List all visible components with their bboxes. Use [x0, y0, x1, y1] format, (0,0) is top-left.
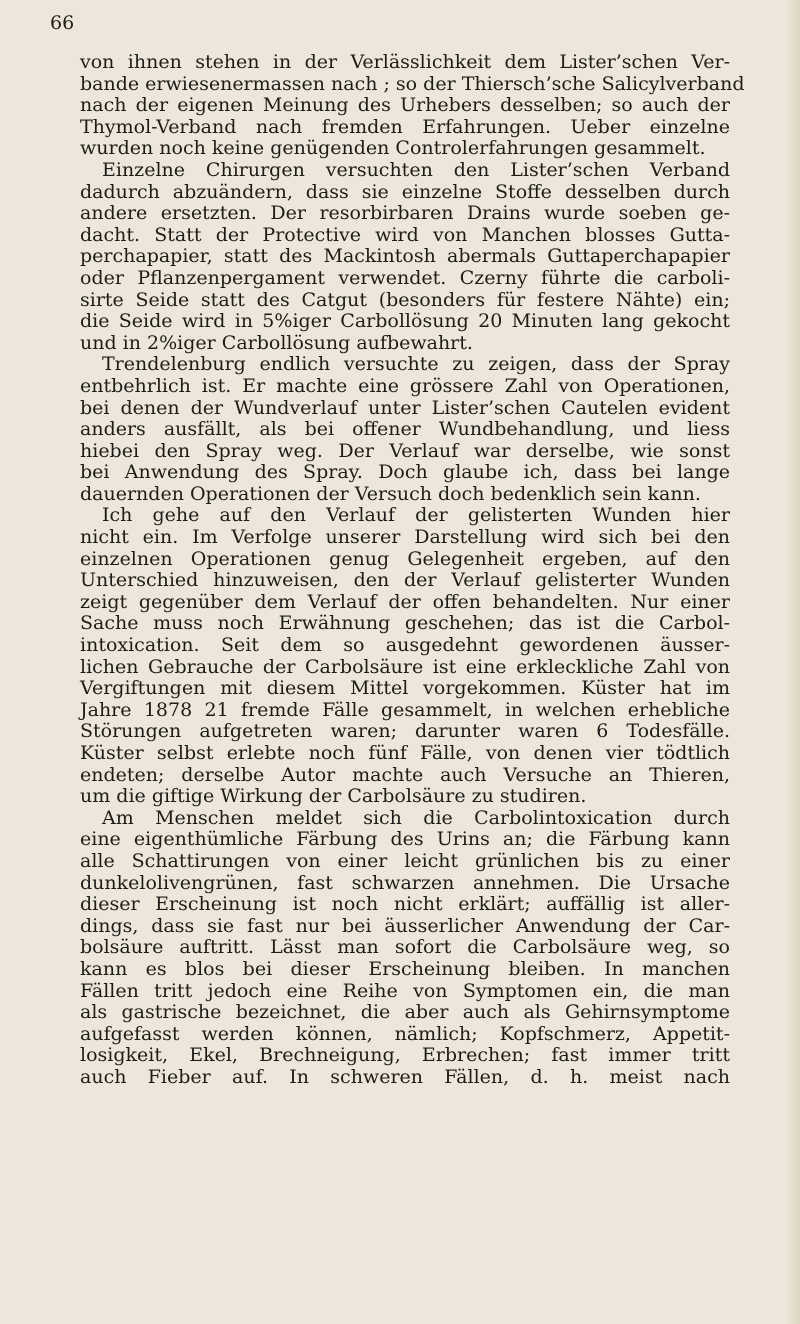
- text-line: bolsäure auftritt. Lässt man sofort die Carbolsäure weg, so: [80, 936, 730, 959]
- text-line: lichen Gebrauche der Carbolsäure ist eine erkleckliche Zahl von: [80, 655, 730, 678]
- text-line: Trendelenburg endlich versuchte zu zeigen, dass der Spray: [102, 353, 730, 376]
- text-line: Störungen aufgetreten waren; darunter waren 6 Todesfälle.: [80, 720, 730, 743]
- text-line: perchapapier, statt des Mackintosh abermals Guttaperchapapier: [80, 245, 730, 268]
- text-line: wurden noch keine genügenden Controlerfahrungen gesammelt.: [80, 137, 706, 160]
- text-line: dieser Erscheinung ist noch nicht erklärt; auffällig ist aller-: [80, 893, 730, 916]
- text-line: zeigt gegenüber dem Verlauf der offen behandelten. Nur einer: [80, 590, 730, 613]
- text-line: dauernden Operationen der Versuch doch bedenklich sein kann.: [80, 482, 701, 505]
- text-line: Fällen tritt jedoch eine Reihe von Symptomen ein, die man: [80, 979, 730, 1002]
- text-line: Sache muss noch Erwähnung geschehen; das ist die Carbol-: [80, 612, 730, 635]
- text-line: intoxication. Seit dem so ausgedehnt gewordenen äusser-: [80, 634, 730, 657]
- text-line: alle Schattirungen von einer leicht grünlichen bis zu einer: [80, 849, 730, 872]
- text-line: um die giftige Wirkung der Carbolsäure zu studiren.: [80, 785, 587, 808]
- text-line: Am Menschen meldet sich die Carbolintoxication durch: [102, 806, 730, 829]
- text-line: Unterschied hinzuweisen, den der Verlauf gelisterter Wunden: [80, 569, 730, 592]
- text-line: Ich gehe auf den Verlauf der gelisterten Wunden hier: [102, 504, 730, 527]
- page-number: 66: [50, 12, 75, 34]
- text-line: hiebei den Spray weg. Der Verlauf war derselbe, wie sonst: [80, 439, 730, 462]
- text-line: losigkeit, Ekel, Brechneigung, Erbrechen; fast immer tritt: [80, 1044, 730, 1067]
- text-line: bande erwiesenermassen nach ; so der Thiersch’sche Salicylverband: [80, 72, 745, 95]
- text-line: einzelnen Operationen genug Gelegenheit ergeben, auf den: [80, 547, 730, 570]
- text-line: von ihnen stehen in der Verlässlichkeit dem Lister’schen Ver-: [80, 51, 730, 73]
- text-line: aufgefasst werden können, nämlich; Kopfschmerz, Appetit-: [80, 1022, 730, 1045]
- text-line: dings, dass sie fast nur bei äusserlicher Anwendung der Car-: [80, 914, 730, 937]
- text-line: und in 2%iger Carbollösung aufbewahrt.: [80, 331, 473, 354]
- text-line: Thymol-Verband nach fremden Erfahrungen. Ueber einzelne: [80, 115, 730, 138]
- text-line: nach der eigenen Meinung des Urhebers desselben; so auch der: [80, 94, 730, 117]
- text-line: dunkelolivengrünen, fast schwarzen annehmen. Die Ursache: [80, 871, 730, 894]
- text-line: entbehrlich ist. Er machte eine grössere Zahl von Operationen,: [80, 374, 730, 397]
- text-line: dacht. Statt der Protective wird von Manchen blosses Gutta-: [80, 223, 730, 246]
- text-line: bei denen der Wundverlauf unter Lister’schen Cautelen evident: [80, 396, 730, 419]
- text-line: als gastrische bezeichnet, die aber auch als Gehirnsymptome: [80, 1001, 730, 1024]
- text-line: eine eigenthümliche Färbung des Urins an; die Färbung kann: [80, 828, 730, 851]
- page-edge-shadow: [786, 0, 800, 1324]
- text-line: kann es blos bei dieser Erscheinung bleiben. In manchen: [80, 957, 730, 980]
- text-line: anders ausfällt, als bei offener Wundbehandlung, und liess: [80, 418, 730, 441]
- text-line: Küster selbst erlebte noch fünf Fälle, von denen vier tödtlich: [80, 742, 730, 764]
- text-line: dadurch abzuändern, dass sie einzelne Stoffe desselben durch: [80, 180, 730, 203]
- text-line: Jahre 1878 21 fremde Fälle gesammelt, in welchen erhebliche: [80, 698, 730, 721]
- text-line: bei Anwendung des Spray. Doch glaube ich, dass bei lange: [80, 461, 730, 484]
- text-line: nicht ein. Im Verfolge unserer Darstellung wird sich bei den: [80, 526, 730, 549]
- text-line: oder Pflanzenpergament verwendet. Czerny führte die carboli-: [80, 266, 730, 289]
- text-line: andere ersetzten. Der resorbirbaren Drains wurde soeben ge-: [80, 202, 730, 225]
- text-line: endeten; derselbe Autor machte auch Versuche an Thieren,: [80, 763, 730, 786]
- text-line: die Seide wird in 5%iger Carbollösung 20 Minuten lang gekocht: [80, 310, 730, 333]
- text-line: sirte Seide statt des Catgut (besonders für festere Nähte) ein;: [80, 288, 730, 311]
- text-line: auch Fieber auf. In schweren Fällen, d. h. meist nach: [80, 1065, 730, 1088]
- body-text: [80, 51, 745, 1089]
- text-line: Vergiftungen mit diesem Mittel vorgekommen. Küster hat im: [80, 677, 730, 700]
- text-line: Einzelne Chirurgen versuchten den Lister’schen Verband: [102, 158, 730, 181]
